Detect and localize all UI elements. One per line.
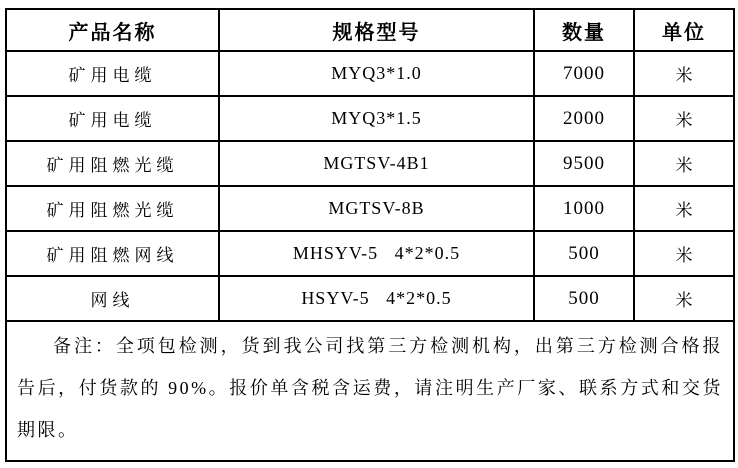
- table-row: [6, 276, 734, 321]
- cell-spec-model: MHSYV-5 4*2*0.5: [219, 231, 534, 276]
- cell-product-name: 矿用阻燃光缆: [6, 186, 219, 231]
- table-row: [6, 231, 734, 276]
- note-cell: [6, 321, 734, 461]
- header-spec-model: 规格型号: [219, 9, 534, 51]
- cell-spec-model: MYQ3*1.5: [219, 96, 534, 141]
- header-unit: 单位: [634, 9, 734, 51]
- cell-quantity: 9500: [534, 141, 634, 186]
- table-row: [6, 186, 734, 231]
- cell-product-name: 矿用阻燃网线: [6, 231, 219, 276]
- note-row: [6, 321, 734, 461]
- cell-unit: 米: [634, 186, 734, 231]
- cell-product-name: 矿用电缆: [6, 96, 219, 141]
- table-row: [6, 51, 734, 96]
- cell-product-name: 矿用电缆: [6, 51, 219, 96]
- cell-spec-model: MGTSV-8B: [219, 186, 534, 231]
- cell-unit: 米: [634, 276, 734, 321]
- product-quotation-table: [5, 8, 735, 462]
- note-text: 备注：全项包检测，货到我公司找第三方检测机构，出第三方检测合格报告后，付货款的 90%。报价单含税含运费，请注明生产厂家、联系方式和交货期限。: [17, 336, 723, 440]
- cell-quantity: 500: [534, 231, 634, 276]
- cell-spec-model: MGTSV-4B1: [219, 141, 534, 186]
- header-quantity: 数量: [534, 9, 634, 51]
- cell-quantity: 1000: [534, 186, 634, 231]
- cell-quantity: 2000: [534, 96, 634, 141]
- cell-unit: 米: [634, 51, 734, 96]
- cell-unit: 米: [634, 231, 734, 276]
- header-product-name: 产品名称: [6, 9, 219, 51]
- cell-spec-model: HSYV-5 4*2*0.5: [219, 276, 534, 321]
- cell-quantity: 7000: [534, 51, 634, 96]
- cell-product-name: 网线: [6, 276, 219, 321]
- cell-unit: 米: [634, 141, 734, 186]
- cell-quantity: 500: [534, 276, 634, 321]
- header-row: [6, 9, 734, 51]
- cell-spec-model: MYQ3*1.0: [219, 51, 534, 96]
- table-row: [6, 141, 734, 186]
- cell-product-name: 矿用阻燃光缆: [6, 141, 219, 186]
- table-row: [6, 96, 734, 141]
- cell-unit: 米: [634, 96, 734, 141]
